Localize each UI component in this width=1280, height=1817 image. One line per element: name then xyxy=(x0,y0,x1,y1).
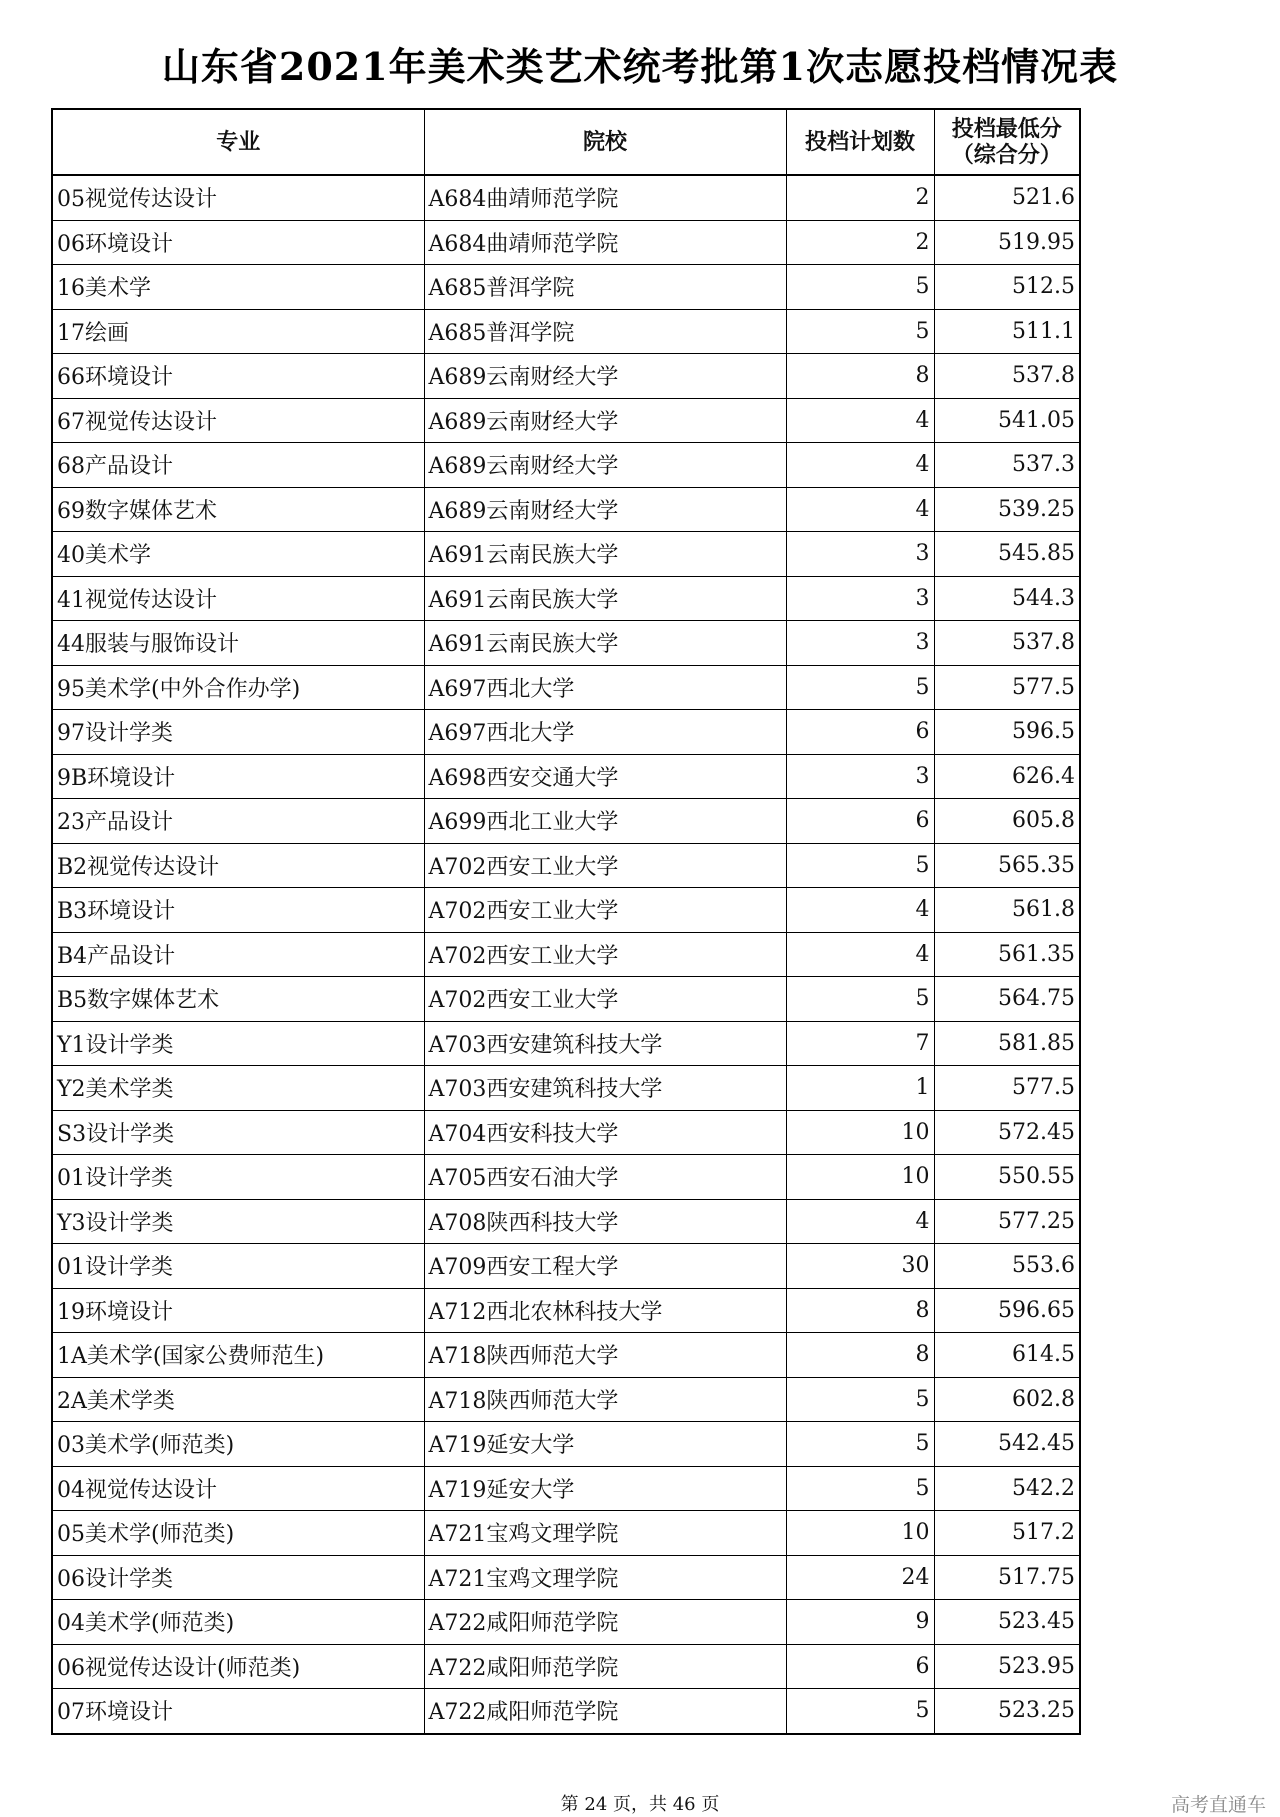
cell-score: 550.55 xyxy=(934,1155,1080,1200)
header-min-score xyxy=(934,109,1080,175)
header-school: 院校 xyxy=(424,109,786,175)
cell-school: A719延安大学 xyxy=(424,1466,786,1511)
table-row xyxy=(52,621,1080,666)
cell-score: 541.05 xyxy=(934,398,1080,443)
cell-score: 537.8 xyxy=(934,621,1080,666)
cell-school: A719延安大学 xyxy=(424,1422,786,1467)
cell-school: A699西北工业大学 xyxy=(424,799,786,844)
cell-score: 537.3 xyxy=(934,443,1080,488)
cell-score: 577.5 xyxy=(934,1066,1080,1111)
header-min-score-line1: 投档最低分 xyxy=(951,116,1062,142)
cell-major: 9B环境设计 xyxy=(52,754,424,799)
cell-score: 519.95 xyxy=(934,220,1080,265)
cell-score: 596.5 xyxy=(934,710,1080,755)
cell-plan: 24 xyxy=(786,1555,934,1600)
cell-score: 577.5 xyxy=(934,665,1080,710)
cell-major: B5数字媒体艺术 xyxy=(52,977,424,1022)
cell-plan: 10 xyxy=(786,1110,934,1155)
cell-major: 19环境设计 xyxy=(52,1288,424,1333)
table-row xyxy=(52,843,1080,888)
cell-plan: 5 xyxy=(786,1466,934,1511)
cell-major: 01设计学类 xyxy=(52,1155,424,1200)
page-title: 山东省2021年美术类艺术统考批第1次志愿投档情况表 xyxy=(161,44,1119,89)
cell-school: A702西安工业大学 xyxy=(424,977,786,1022)
cell-score: 605.8 xyxy=(934,799,1080,844)
cell-major: 69数字媒体艺术 xyxy=(52,487,424,532)
cell-major: 97设计学类 xyxy=(52,710,424,755)
cell-major: 95美术学(中外合作办学) xyxy=(52,665,424,710)
cell-school: A697西北大学 xyxy=(424,665,786,710)
cell-score: 523.45 xyxy=(934,1600,1080,1645)
cell-score: 542.2 xyxy=(934,1466,1080,1511)
cell-plan: 8 xyxy=(786,1288,934,1333)
cell-major: 67视觉传达设计 xyxy=(52,398,424,443)
table-row xyxy=(52,1466,1080,1511)
cell-school: A722咸阳师范学院 xyxy=(424,1644,786,1689)
cell-plan: 4 xyxy=(786,487,934,532)
table-row xyxy=(52,487,1080,532)
cell-plan: 10 xyxy=(786,1155,934,1200)
table-row xyxy=(52,1110,1080,1155)
cell-major: 23产品设计 xyxy=(52,799,424,844)
cell-school: A709西安工程大学 xyxy=(424,1244,786,1289)
table-row xyxy=(52,665,1080,710)
cell-plan: 3 xyxy=(786,621,934,666)
cell-school: A689云南财经大学 xyxy=(424,354,786,399)
table-row xyxy=(52,309,1080,354)
cell-score: 553.6 xyxy=(934,1244,1080,1289)
cell-major: 44服装与服饰设计 xyxy=(52,621,424,666)
table-row xyxy=(52,932,1080,977)
cell-score: 542.45 xyxy=(934,1422,1080,1467)
cell-score: 523.95 xyxy=(934,1644,1080,1689)
cell-plan: 2 xyxy=(786,175,934,220)
table-row xyxy=(52,1644,1080,1689)
cell-school: A689云南财经大学 xyxy=(424,398,786,443)
cell-major: 16美术学 xyxy=(52,265,424,310)
cell-school: A685普洱学院 xyxy=(424,265,786,310)
header-row xyxy=(52,109,1080,175)
cell-school: A703西安建筑科技大学 xyxy=(424,1066,786,1111)
cell-major: 2A美术学类 xyxy=(52,1377,424,1422)
cell-school: A689云南财经大学 xyxy=(424,487,786,532)
table-row xyxy=(52,1511,1080,1556)
cell-school: A685普洱学院 xyxy=(424,309,786,354)
cell-score: 626.4 xyxy=(934,754,1080,799)
cell-school: A702西安工业大学 xyxy=(424,843,786,888)
cell-score: 537.8 xyxy=(934,354,1080,399)
table-row xyxy=(52,398,1080,443)
table-header xyxy=(52,109,1080,175)
cell-major: 03美术学(师范类) xyxy=(52,1422,424,1467)
cell-major: Y2美术学类 xyxy=(52,1066,424,1111)
cell-plan: 5 xyxy=(786,265,934,310)
cell-major: 68产品设计 xyxy=(52,443,424,488)
cell-major: B3环境设计 xyxy=(52,888,424,933)
table-row xyxy=(52,1600,1080,1645)
cell-major: 05视觉传达设计 xyxy=(52,175,424,220)
table-row xyxy=(52,1377,1080,1422)
header-plan: 投档计划数 xyxy=(786,109,934,175)
cell-plan: 7 xyxy=(786,1021,934,1066)
cell-plan: 5 xyxy=(786,665,934,710)
cell-major: 66环境设计 xyxy=(52,354,424,399)
cell-plan: 4 xyxy=(786,888,934,933)
table-row xyxy=(52,220,1080,265)
cell-score: 511.1 xyxy=(934,309,1080,354)
cell-school: A684曲靖师范学院 xyxy=(424,220,786,265)
cell-score: 545.85 xyxy=(934,532,1080,577)
cell-major: 01设计学类 xyxy=(52,1244,424,1289)
cell-school: A721宝鸡文理学院 xyxy=(424,1555,786,1600)
cell-score: 561.8 xyxy=(934,888,1080,933)
cell-plan: 8 xyxy=(786,1333,934,1378)
cell-plan: 5 xyxy=(786,1422,934,1467)
header-major: 专业 xyxy=(52,109,424,175)
cell-school: A721宝鸡文理学院 xyxy=(424,1511,786,1556)
cell-score: 539.25 xyxy=(934,487,1080,532)
cell-major: 06环境设计 xyxy=(52,220,424,265)
table-row xyxy=(52,1155,1080,1200)
cell-school: A712西北农林科技大学 xyxy=(424,1288,786,1333)
cell-score: 602.8 xyxy=(934,1377,1080,1422)
cell-plan: 5 xyxy=(786,309,934,354)
cell-major: S3设计学类 xyxy=(52,1110,424,1155)
cell-plan: 30 xyxy=(786,1244,934,1289)
table-row xyxy=(52,443,1080,488)
cell-score: 596.65 xyxy=(934,1288,1080,1333)
cell-school: A702西安工业大学 xyxy=(424,888,786,933)
cell-school: A691云南民族大学 xyxy=(424,532,786,577)
cell-plan: 10 xyxy=(786,1511,934,1556)
cell-score: 517.2 xyxy=(934,1511,1080,1556)
cell-plan: 6 xyxy=(786,799,934,844)
cell-school: A718陕西师范大学 xyxy=(424,1333,786,1378)
table-body xyxy=(52,175,1080,1734)
table-row xyxy=(52,532,1080,577)
cell-score: 517.75 xyxy=(934,1555,1080,1600)
cell-major: 40美术学 xyxy=(52,532,424,577)
cell-plan: 4 xyxy=(786,1199,934,1244)
admission-table xyxy=(51,108,1081,1735)
cell-plan: 4 xyxy=(786,398,934,443)
table-row xyxy=(52,1066,1080,1111)
cell-school: A691云南民族大学 xyxy=(424,576,786,621)
cell-school: A691云南民族大学 xyxy=(424,621,786,666)
table-row xyxy=(52,1333,1080,1378)
cell-plan: 4 xyxy=(786,443,934,488)
cell-major: 06设计学类 xyxy=(52,1555,424,1600)
cell-plan: 2 xyxy=(786,220,934,265)
cell-plan: 9 xyxy=(786,1600,934,1645)
cell-school: A697西北大学 xyxy=(424,710,786,755)
cell-major: 04视觉传达设计 xyxy=(52,1466,424,1511)
cell-plan: 6 xyxy=(786,1644,934,1689)
table-row xyxy=(52,1021,1080,1066)
cell-score: 565.35 xyxy=(934,843,1080,888)
cell-school: A704西安科技大学 xyxy=(424,1110,786,1155)
cell-school: A705西安石油大学 xyxy=(424,1155,786,1200)
table-row xyxy=(52,576,1080,621)
cell-plan: 5 xyxy=(786,977,934,1022)
table-row xyxy=(52,977,1080,1022)
header-min-score-line2: （综合分） xyxy=(951,142,1062,168)
cell-school: A722咸阳师范学院 xyxy=(424,1600,786,1645)
table-row xyxy=(52,888,1080,933)
cell-score: 577.25 xyxy=(934,1199,1080,1244)
cell-plan: 3 xyxy=(786,754,934,799)
cell-plan: 6 xyxy=(786,710,934,755)
cell-score: 572.45 xyxy=(934,1110,1080,1155)
cell-score: 614.5 xyxy=(934,1333,1080,1378)
page-number: 第 24 页，共 46 页 xyxy=(560,1794,720,1815)
cell-major: B2视觉传达设计 xyxy=(52,843,424,888)
cell-major: B4产品设计 xyxy=(52,932,424,977)
table-row xyxy=(52,799,1080,844)
table-row xyxy=(52,754,1080,799)
table-row xyxy=(52,1288,1080,1333)
cell-school: A684曲靖师范学院 xyxy=(424,175,786,220)
cell-school: A708陕西科技大学 xyxy=(424,1199,786,1244)
cell-major: 17绘画 xyxy=(52,309,424,354)
cell-major: 1A美术学(国家公费师范生) xyxy=(52,1333,424,1378)
cell-score: 561.35 xyxy=(934,932,1080,977)
table-row xyxy=(52,1244,1080,1289)
cell-plan: 8 xyxy=(786,354,934,399)
cell-score: 523.25 xyxy=(934,1689,1080,1734)
table-row xyxy=(52,1555,1080,1600)
table-row xyxy=(52,710,1080,755)
table-row xyxy=(52,1689,1080,1734)
cell-major: 07环境设计 xyxy=(52,1689,424,1734)
cell-school: A722咸阳师范学院 xyxy=(424,1689,786,1734)
cell-major: Y3设计学类 xyxy=(52,1199,424,1244)
table-row xyxy=(52,354,1080,399)
cell-score: 544.3 xyxy=(934,576,1080,621)
cell-plan: 1 xyxy=(786,1066,934,1111)
cell-major: Y1设计学类 xyxy=(52,1021,424,1066)
cell-major: 05美术学(师范类) xyxy=(52,1511,424,1556)
cell-plan: 3 xyxy=(786,532,934,577)
cell-score: 564.75 xyxy=(934,977,1080,1022)
cell-score: 521.6 xyxy=(934,175,1080,220)
cell-plan: 3 xyxy=(786,576,934,621)
cell-major: 06视觉传达设计(师范类) xyxy=(52,1644,424,1689)
cell-plan: 4 xyxy=(786,932,934,977)
table-row xyxy=(52,175,1080,220)
cell-school: A702西安工业大学 xyxy=(424,932,786,977)
table-row xyxy=(52,1199,1080,1244)
cell-major: 04美术学(师范类) xyxy=(52,1600,424,1645)
cell-school: A698西安交通大学 xyxy=(424,754,786,799)
cell-school: A689云南财经大学 xyxy=(424,443,786,488)
cell-plan: 5 xyxy=(786,1377,934,1422)
cell-major: 41视觉传达设计 xyxy=(52,576,424,621)
watermark: 高考直通车 xyxy=(1170,1794,1266,1816)
cell-score: 512.5 xyxy=(934,265,1080,310)
table-row xyxy=(52,1422,1080,1467)
cell-school: A718陕西师范大学 xyxy=(424,1377,786,1422)
cell-plan: 5 xyxy=(786,1689,934,1734)
cell-score: 581.85 xyxy=(934,1021,1080,1066)
table-row xyxy=(52,265,1080,310)
cell-school: A703西安建筑科技大学 xyxy=(424,1021,786,1066)
cell-plan: 5 xyxy=(786,843,934,888)
